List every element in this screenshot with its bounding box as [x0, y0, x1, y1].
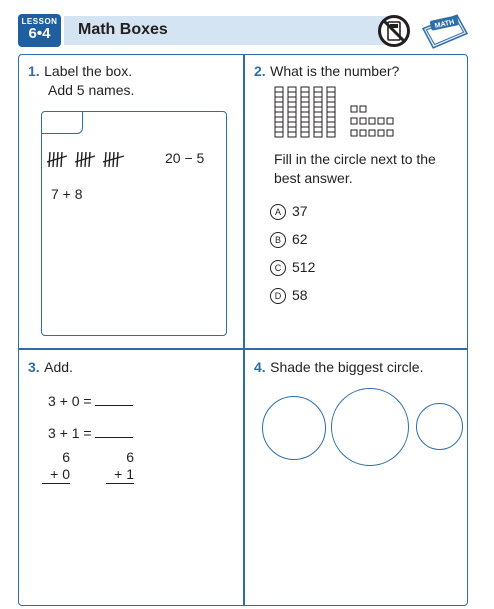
- addend-top: 6: [62, 449, 70, 465]
- circle-medium[interactable]: [262, 396, 326, 460]
- q4: [254, 359, 423, 377]
- vertical-addition-1: [42, 449, 70, 484]
- q2-instruction-line1: Fill in the circle next to the: [274, 151, 436, 167]
- name-box-label-tab[interactable]: [41, 111, 83, 134]
- equation-text: 3 + 1 =: [48, 425, 92, 441]
- choice-d[interactable]: [270, 287, 308, 304]
- choice-value: 37: [292, 203, 308, 219]
- answer-bubble[interactable]: A: [270, 204, 286, 220]
- choice-a[interactable]: [270, 203, 308, 220]
- q2-number: 2.: [254, 63, 266, 79]
- choice-c[interactable]: [270, 259, 315, 276]
- choice-b[interactable]: [270, 231, 308, 248]
- q2: [254, 63, 399, 81]
- lesson-tab: [18, 14, 61, 47]
- lesson-label: LESSON: [21, 17, 58, 26]
- answer-bubble[interactable]: B: [270, 232, 286, 248]
- answer-blank[interactable]: [95, 425, 133, 438]
- q2-prompt: What is the number?: [270, 63, 400, 79]
- addend-top: 6: [126, 449, 134, 465]
- q1-line1: Label the box.: [44, 63, 133, 79]
- vertical-divider: [243, 55, 245, 605]
- badge-text: MATH: [434, 18, 455, 30]
- q1-number: 1.: [28, 63, 40, 79]
- addend-bottom: + 0: [42, 466, 70, 484]
- math-journal-icon: [418, 12, 472, 50]
- circle-large[interactable]: [331, 388, 409, 466]
- page-title: Math Boxes: [78, 21, 168, 38]
- q4-number: 4.: [254, 359, 266, 375]
- name-collection-box: [41, 111, 227, 336]
- choice-value: 62: [292, 231, 308, 247]
- q3-prompt: Add.: [44, 359, 73, 375]
- answer-bubble[interactable]: D: [270, 288, 286, 304]
- choice-value: 512: [292, 259, 316, 275]
- answer-blank[interactable]: [95, 393, 133, 406]
- no-calculator-icon: [377, 14, 411, 48]
- equation-text: 3 + 0 =: [48, 393, 92, 409]
- lesson-number: 6•4: [28, 25, 51, 42]
- q3-number: 3.: [28, 359, 40, 375]
- answer-bubble[interactable]: C: [270, 260, 286, 276]
- vertical-addition-2: [106, 449, 134, 484]
- q4-prompt: Shade the biggest circle.: [270, 359, 424, 375]
- equation-1: [48, 393, 133, 409]
- tally-marks: [46, 148, 134, 170]
- name-item: 20 − 5: [165, 150, 205, 166]
- q2-instruction-line2: best answer.: [274, 170, 353, 186]
- name-item: 7 + 8: [51, 186, 83, 202]
- circle-small[interactable]: [416, 403, 463, 450]
- equation-2: [48, 425, 133, 441]
- addend-bottom: + 1: [106, 466, 134, 484]
- base-ten-blocks: [274, 86, 404, 140]
- q1-line2: Add 5 names.: [48, 82, 135, 98]
- choice-value: 58: [292, 287, 308, 303]
- q1: [28, 63, 132, 81]
- horizontal-divider: [19, 348, 467, 350]
- q3: [28, 359, 73, 377]
